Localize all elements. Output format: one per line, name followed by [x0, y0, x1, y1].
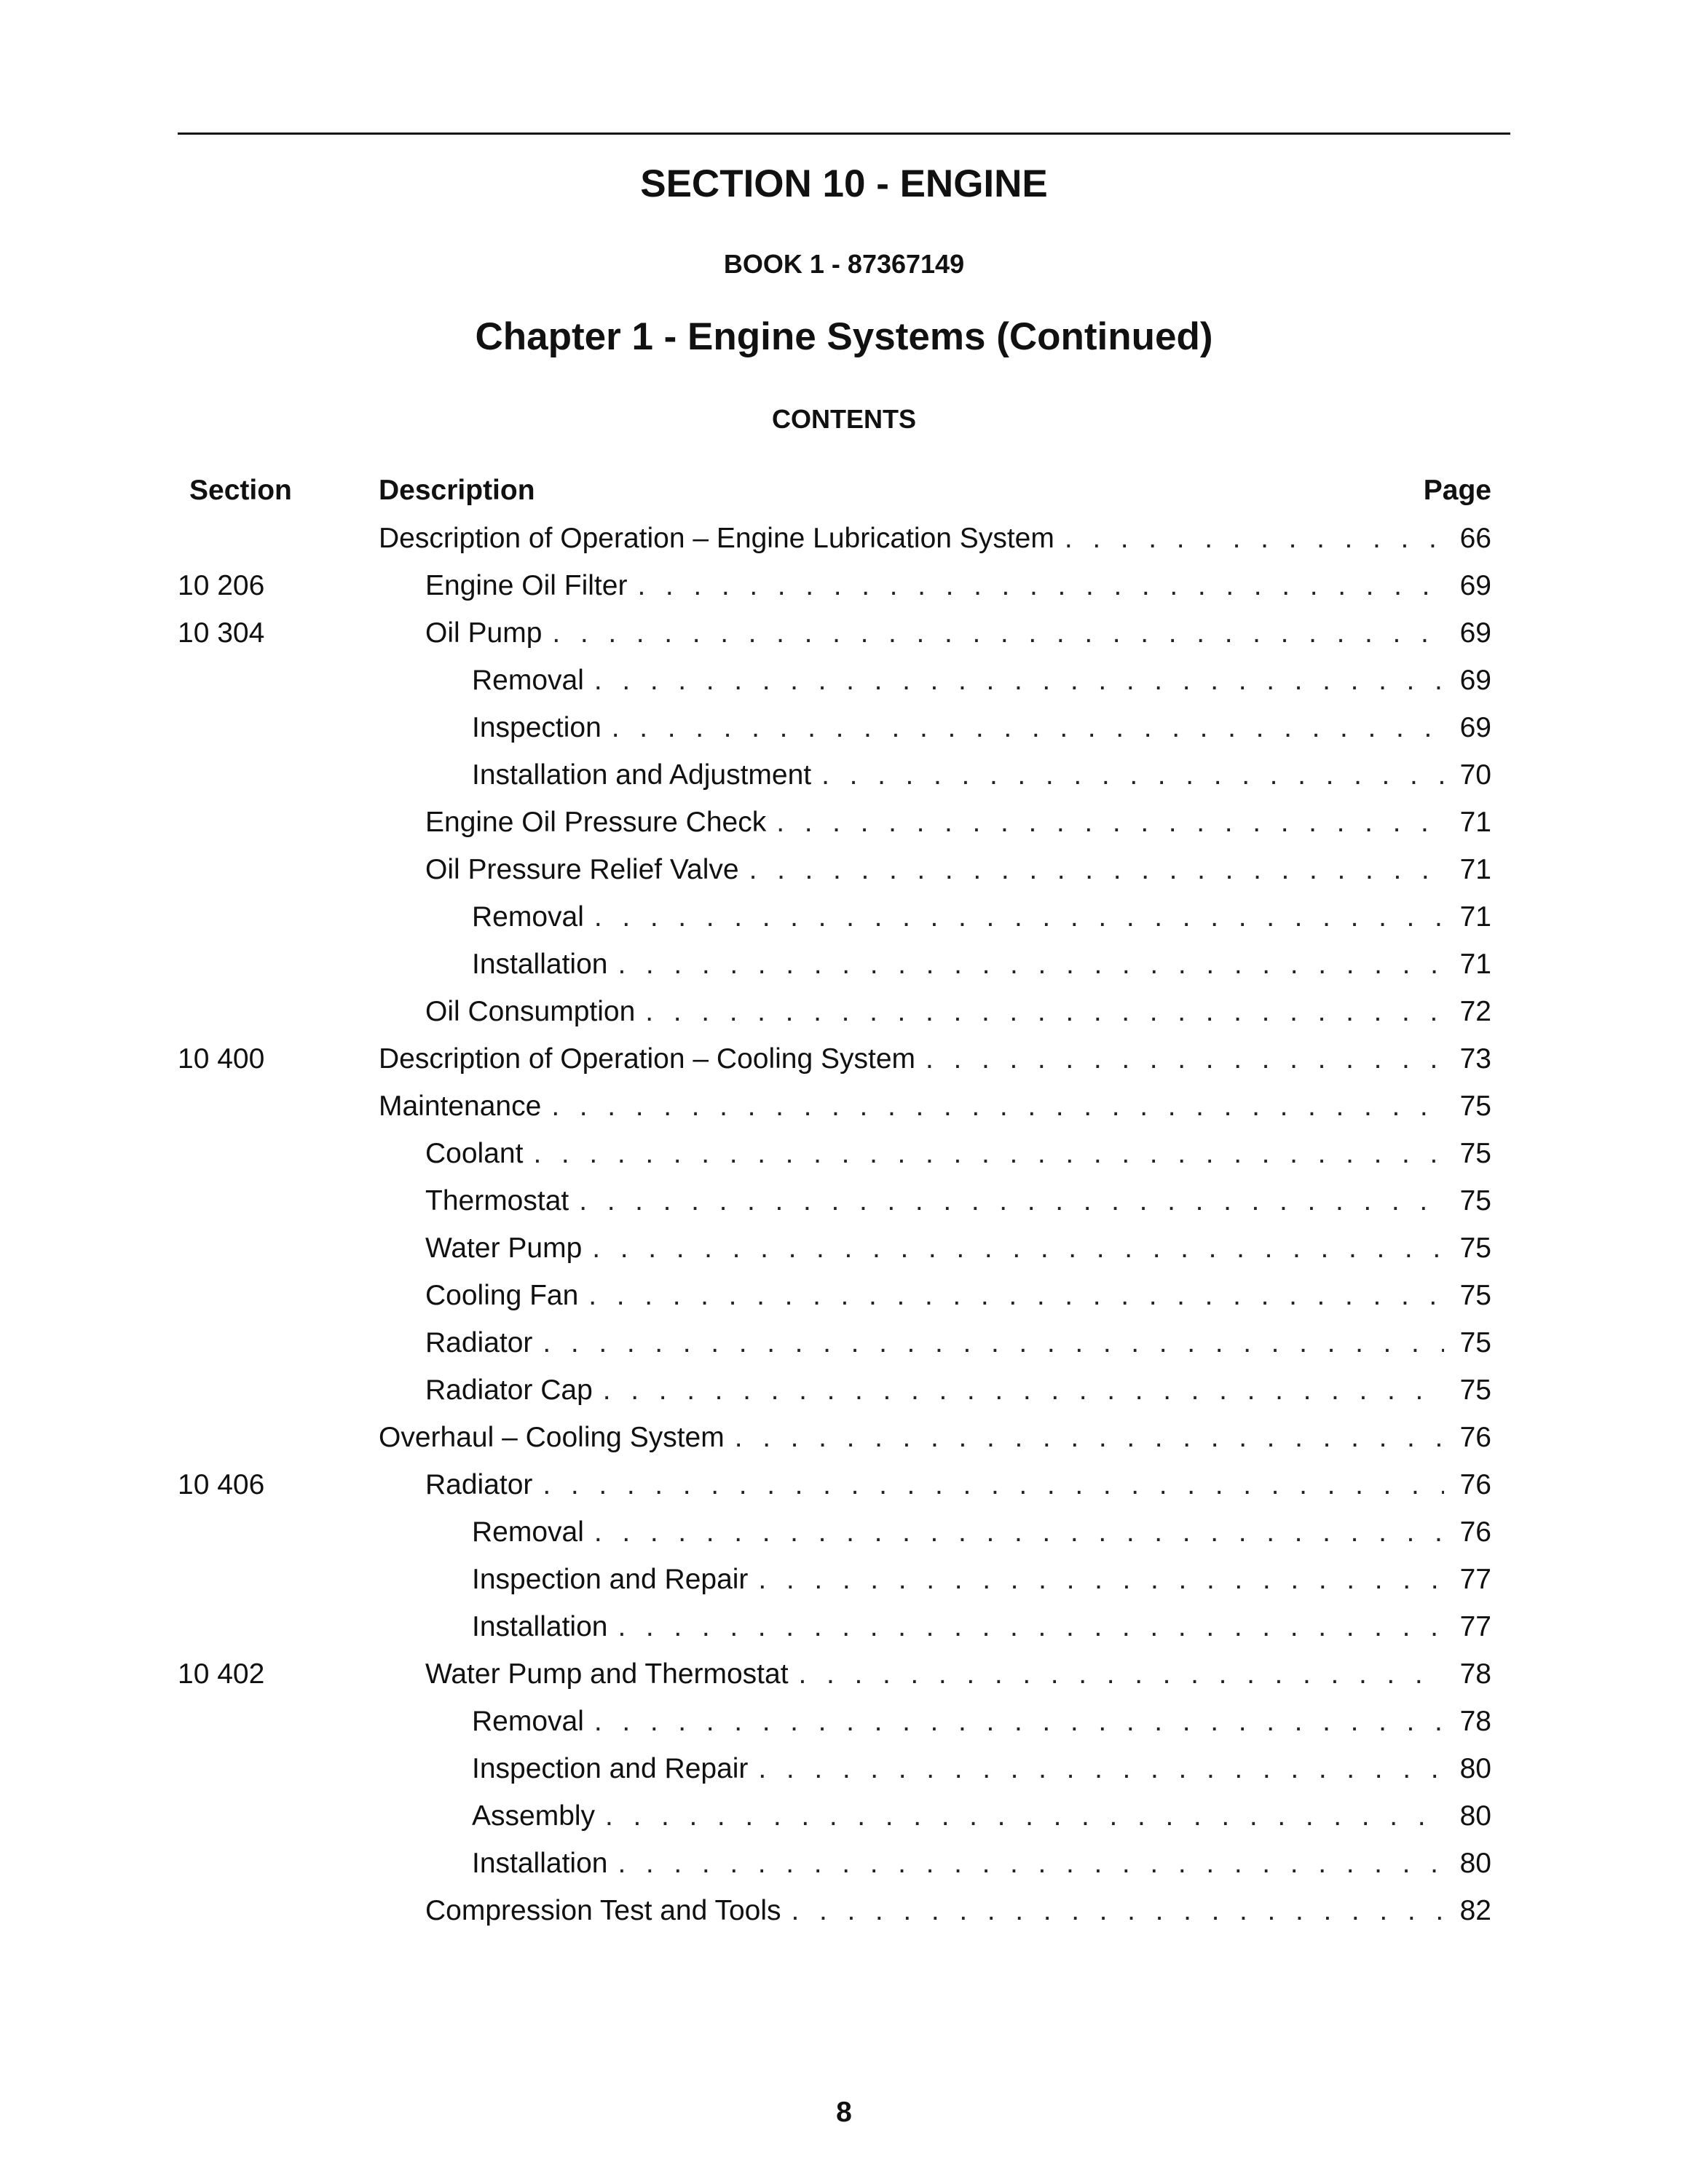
- toc-entry-description: Installation: [472, 949, 608, 980]
- dot-leader: [1065, 518, 1444, 559]
- dot-leader: [645, 992, 1444, 1032]
- toc-entry-description-line: [472, 1843, 1444, 1884]
- toc-entry-page-number: 76: [1459, 1422, 1491, 1453]
- toc-entry[interactable]: [0, 1181, 1688, 1228]
- toc-entry-description-line: [472, 1559, 1444, 1600]
- chapter-title: Chapter 1 - Engine Systems (Continued): [475, 315, 1213, 358]
- dot-leader: [618, 1843, 1444, 1884]
- dot-leader: [618, 1607, 1444, 1647]
- toc-entry-description-line: [425, 1891, 1444, 1931]
- toc-entry-page-number: 71: [1459, 949, 1491, 980]
- toc-entry-page-number: 80: [1459, 1753, 1491, 1784]
- toc-entry-description-line: [379, 518, 1444, 559]
- toc-entry-description: Maintenance: [379, 1091, 542, 1122]
- dot-leader: [612, 708, 1444, 748]
- toc-entry-description: Engine Oil Pressure Check: [425, 807, 767, 838]
- toc-entry-description-line: [472, 755, 1444, 796]
- dot-leader: [594, 1512, 1444, 1553]
- toc-entry-page-number: 66: [1459, 523, 1491, 554]
- dot-leader: [637, 566, 1444, 606]
- toc-entry-page-number: 77: [1459, 1564, 1491, 1595]
- toc-entry-description: Installation and Adjustment: [472, 759, 812, 791]
- toc-entry-description: Compression Test and Tools: [425, 1895, 781, 1926]
- toc-entry-description: Cooling Fan: [425, 1280, 579, 1311]
- toc-entry-description: Inspection and Repair: [472, 1564, 749, 1595]
- toc-entry-page-number: 75: [1459, 1138, 1491, 1169]
- toc-entry-page-number: 75: [1459, 1280, 1491, 1311]
- toc-entry[interactable]: [0, 1370, 1688, 1417]
- toc-entry-page-number: 69: [1459, 712, 1491, 743]
- dot-leader: [543, 1323, 1444, 1364]
- toc-entry-section-number: 10 406: [178, 1469, 265, 1500]
- toc-entry[interactable]: [0, 1749, 1688, 1796]
- toc-entry[interactable]: [0, 708, 1688, 755]
- toc-entry-description: Oil Pressure Relief Valve: [425, 854, 739, 885]
- toc-entry-description-line: [425, 1133, 1444, 1174]
- toc-entry-description: Removal: [472, 901, 584, 933]
- toc-entry[interactable]: [0, 802, 1688, 850]
- toc-entry-page-number: 75: [1459, 1185, 1491, 1216]
- toc-entry-page-number: 76: [1459, 1469, 1491, 1500]
- toc-entry-section-number: 10 400: [178, 1043, 265, 1075]
- toc-entry-description-line: [472, 1607, 1444, 1647]
- dot-leader: [758, 1749, 1444, 1789]
- toc-entry-description: Oil Pump: [425, 617, 543, 649]
- dot-leader: [821, 755, 1444, 796]
- toc-entry[interactable]: [0, 518, 1688, 566]
- toc-entry[interactable]: [0, 1654, 1688, 1701]
- toc-entry-description: Installation: [472, 1848, 608, 1879]
- toc-entry[interactable]: [0, 1796, 1688, 1843]
- toc-entry[interactable]: [0, 1275, 1688, 1323]
- column-header-section: Section: [189, 475, 292, 506]
- dot-leader: [749, 850, 1444, 890]
- book-title: BOOK 1 - 87367149: [723, 249, 965, 279]
- dot-leader: [618, 944, 1444, 985]
- dot-leader: [776, 802, 1444, 843]
- column-header-description: Description: [379, 475, 535, 506]
- toc-entry-description: Overhaul – Cooling System: [379, 1422, 725, 1453]
- toc-entry[interactable]: [0, 944, 1688, 992]
- toc-entry-description-line: [472, 944, 1444, 985]
- toc-entry-description-line: [425, 613, 1444, 654]
- toc-entry-page-number: 80: [1459, 1848, 1491, 1879]
- toc-entry-description-line: [425, 992, 1444, 1032]
- toc-entry-description-line: [425, 1228, 1444, 1269]
- toc-entry[interactable]: [0, 1086, 1688, 1133]
- toc-entry-page-number: 71: [1459, 854, 1491, 885]
- toc-entry-description-line: [425, 1654, 1444, 1695]
- toc-entry-description: Description of Operation – Engine Lubrication System: [379, 523, 1054, 554]
- toc-entry[interactable]: [0, 1843, 1688, 1891]
- toc-entry[interactable]: [0, 755, 1688, 802]
- dot-leader: [533, 1133, 1444, 1174]
- toc-entry-description: Inspection and Repair: [472, 1753, 749, 1784]
- toc-entry-description-line: [379, 1086, 1444, 1127]
- toc-entry-description-line: [379, 1417, 1444, 1458]
- toc-entry-description: Description of Operation – Cooling System: [379, 1043, 916, 1075]
- dot-leader: [594, 1701, 1444, 1742]
- toc-entry-description: Oil Consumption: [425, 996, 636, 1027]
- dot-leader: [552, 613, 1444, 654]
- toc-entry-description: Radiator: [425, 1469, 533, 1500]
- toc-entry-description-line: [425, 802, 1444, 843]
- toc-entry-page-number: 75: [1459, 1374, 1491, 1406]
- toc-entry-page-number: 69: [1459, 665, 1491, 696]
- toc-entry-description-line: [425, 1181, 1444, 1222]
- toc-entry-description-line: [472, 1701, 1444, 1742]
- toc-entry[interactable]: [0, 1133, 1688, 1181]
- toc-entry[interactable]: [0, 1891, 1688, 1938]
- toc-entry-description: Removal: [472, 1516, 584, 1548]
- toc-entry[interactable]: [0, 660, 1688, 708]
- toc-entry[interactable]: [0, 1323, 1688, 1370]
- contents-heading: CONTENTS: [772, 404, 916, 434]
- page-number: 8: [836, 2097, 852, 2128]
- toc-entry-description: Radiator: [425, 1327, 533, 1358]
- toc-entry[interactable]: [0, 1512, 1688, 1559]
- toc-entry-page-number: 71: [1459, 807, 1491, 838]
- dot-leader: [605, 1796, 1444, 1837]
- toc-entry-description-line: [472, 1749, 1444, 1789]
- toc-entry[interactable]: [0, 1559, 1688, 1607]
- toc-entry-description: Thermostat: [425, 1185, 569, 1216]
- toc-entry-page-number: 75: [1459, 1327, 1491, 1358]
- dot-leader: [592, 1228, 1444, 1269]
- toc-entry[interactable]: [0, 566, 1688, 613]
- toc-entry-section-number: 10 402: [178, 1658, 265, 1690]
- table-of-contents: [0, 518, 1688, 1938]
- toc-entry-page-number: 70: [1459, 759, 1491, 791]
- toc-entry-page-number: 69: [1459, 617, 1491, 649]
- dot-leader: [588, 1275, 1444, 1316]
- toc-entry[interactable]: [0, 850, 1688, 897]
- toc-entry-description-line: [472, 1512, 1444, 1553]
- toc-entry-page-number: 73: [1459, 1043, 1491, 1075]
- toc-entry-description-line: [472, 708, 1444, 748]
- toc-entry-page-number: 72: [1459, 996, 1491, 1027]
- toc-entry-page-number: 78: [1459, 1658, 1491, 1690]
- toc-entry-page-number: 71: [1459, 901, 1491, 933]
- dot-leader: [603, 1370, 1444, 1411]
- dot-leader: [758, 1559, 1444, 1600]
- toc-entry-description-line: [425, 1465, 1444, 1506]
- toc-entry-page-number: 77: [1459, 1611, 1491, 1642]
- toc-entry[interactable]: [0, 1417, 1688, 1465]
- dot-leader: [543, 1465, 1444, 1506]
- dot-leader: [792, 1891, 1445, 1931]
- dot-leader: [579, 1181, 1444, 1222]
- toc-entry-description-line: [425, 850, 1444, 890]
- dot-leader: [799, 1654, 1444, 1695]
- toc-entry-description-line: [425, 1323, 1444, 1364]
- toc-entry-description-line: [472, 1796, 1444, 1837]
- column-header-page: Page: [1423, 475, 1491, 506]
- toc-entry-description: Engine Oil Filter: [425, 570, 628, 601]
- toc-entry-description-line: [425, 566, 1444, 606]
- toc-entry-page-number: 80: [1459, 1800, 1491, 1832]
- dot-leader: [594, 897, 1444, 938]
- toc-entry-section-number: 10 304: [178, 617, 265, 649]
- toc-entry-page-number: 69: [1459, 570, 1491, 601]
- toc-entry[interactable]: [0, 1607, 1688, 1654]
- dot-leader: [551, 1086, 1444, 1127]
- top-rule: [178, 132, 1510, 135]
- toc-entry-description: Removal: [472, 665, 584, 696]
- toc-entry[interactable]: [0, 1039, 1688, 1086]
- toc-entry-description: Coolant: [425, 1138, 524, 1169]
- dot-leader: [735, 1417, 1444, 1458]
- toc-entry-page-number: 76: [1459, 1516, 1491, 1548]
- toc-entry-description-line: [425, 1275, 1444, 1316]
- toc-entry[interactable]: [0, 1701, 1688, 1749]
- toc-entry-description-line: [472, 660, 1444, 701]
- section-title: SECTION 10 - ENGINE: [640, 162, 1048, 205]
- toc-entry-description: Assembly: [472, 1800, 596, 1832]
- toc-entry-description-line: [425, 1370, 1444, 1411]
- toc-entry-description: Water Pump and Thermostat: [425, 1658, 789, 1690]
- toc-entry-page-number: 75: [1459, 1091, 1491, 1122]
- toc-entry[interactable]: [0, 992, 1688, 1039]
- toc-entry[interactable]: [0, 1228, 1688, 1275]
- toc-entry-description-line: [472, 897, 1444, 938]
- toc-entry-description-line: [379, 1039, 1444, 1080]
- dot-leader: [594, 660, 1444, 701]
- toc-entry-description: Removal: [472, 1706, 584, 1737]
- toc-entry-description: Water Pump: [425, 1233, 583, 1264]
- toc-entry-page-number: 78: [1459, 1706, 1491, 1737]
- toc-entry-description: Radiator Cap: [425, 1374, 593, 1406]
- toc-entry-description: Installation: [472, 1611, 608, 1642]
- toc-entry-page-number: 82: [1459, 1895, 1491, 1926]
- dot-leader: [926, 1039, 1444, 1080]
- toc-entry-description: Inspection: [472, 712, 602, 743]
- toc-entry-page-number: 75: [1459, 1233, 1491, 1264]
- toc-entry[interactable]: [0, 1465, 1688, 1512]
- toc-entry[interactable]: [0, 613, 1688, 660]
- toc-entry-section-number: 10 206: [178, 570, 265, 601]
- toc-column-headers: [0, 475, 1688, 511]
- toc-entry[interactable]: [0, 897, 1688, 944]
